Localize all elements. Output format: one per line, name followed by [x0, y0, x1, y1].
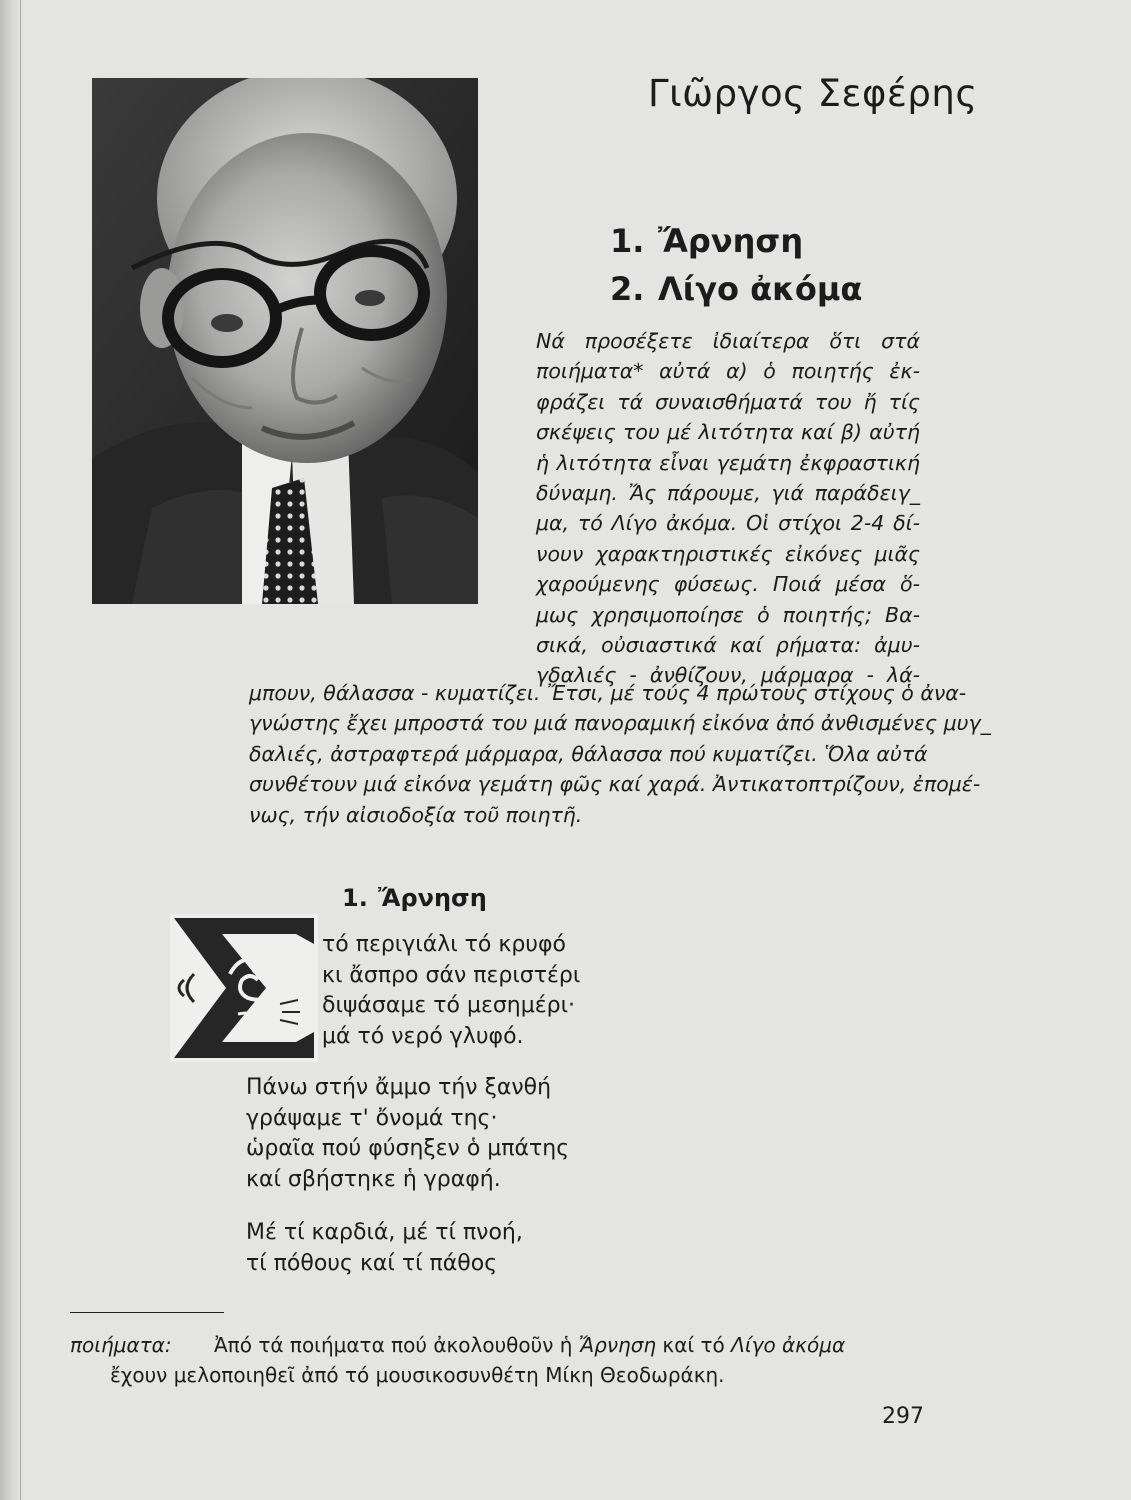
intro-line: μπουν, θάλασσα - κυματίζει. Ἔτσι, μέ τούς 4 πρώτους στίχους ὁ ἀνα-: [249, 681, 967, 705]
page-number: 297: [882, 1404, 924, 1429]
intro-line: Νά προσέξετε ἰδιαίτερα ὅτι στά: [536, 329, 920, 353]
poem-heading-number: 1.: [342, 884, 368, 912]
intro-line: σικά, οὐσιαστικά καί ρήματα: ἀμυ-: [536, 633, 920, 658]
poem-title-number: 1.: [610, 222, 645, 260]
verse-line: τί πόθους καί τί πάθος: [246, 1250, 498, 1276]
intro-line: συνθέτουν μιά εἰκόνα γεμάτη φῶς καί χαρά. Ἀντικατοπτρίζουν, ἐπομέ-: [249, 772, 981, 797]
poem-heading-title: Ἄρνηση: [378, 884, 487, 912]
verse-line: γράψαμε τ' ὄνομά της·: [246, 1105, 498, 1131]
intro-line: φράζει τά συναισθήματά του ἤ τίς: [536, 389, 920, 414]
page-binding-edge: [0, 0, 21, 1500]
ornamental-sigma-icon: [170, 914, 318, 1062]
poem-title-text: Ἄρνηση: [658, 222, 804, 260]
verse-line: μά τό νερό γλυφό.: [322, 1023, 524, 1049]
intro-line: δύναμη. Ἄς πάρουμε, γιά παράδειγ_: [536, 481, 920, 506]
poem-stanza-2: [246, 1073, 569, 1195]
intro-line: γδαλιές - ἀνθίζουν, μάρμαρα - λά-: [536, 663, 920, 688]
poem-heading: [342, 884, 487, 912]
author-portrait: [92, 78, 478, 604]
poem-title-2: [610, 270, 862, 308]
intro-line: ἡ λιτότητα εἶναι γεμάτη ἐκφραστική: [536, 450, 920, 475]
intro-line: δαλιές, ἀστραφτερά μάρμαρα, θάλασσα πού κυματίζει. Ὅλα αὐτά: [249, 741, 928, 766]
intro-line: γνώστης ἔχει μπροστά του μιά πανοραμική εἰκόνα ἀπό ἀνθισμένες μυγ_: [249, 711, 991, 736]
intro-line: νουν χαρακτηριστικές εἰκόνες μιᾶς: [536, 541, 920, 566]
verse-line: τό περιγιάλι τό κρυφό: [322, 932, 566, 957]
intro-paragraph-wide: [249, 678, 991, 830]
intro-line: μα, τό Λίγο ἀκόμα. Οἱ στίχοι 2-4 δί-: [536, 511, 920, 536]
intro-line: νως, τήν αἰσιοδοξία τοῦ ποιητῆ.: [249, 802, 583, 827]
intro-line: χαρούμενης φύσεως. Ποιά μέσα ὅ-: [536, 572, 920, 597]
poem-stanza-3: [246, 1218, 523, 1279]
portrait-photo-icon: [92, 78, 478, 604]
footnote-term: ποιήματα:: [70, 1333, 172, 1357]
footnote-line-1: [70, 1330, 938, 1360]
poem-stanza-1: [322, 930, 580, 1052]
intro-line: ποιήματα* αὐτά α) ὁ ποιητής ἐκ-: [536, 359, 920, 384]
verse-line: Πάνω στήν ἄμμο τήν ξανθή: [246, 1075, 552, 1100]
footnote-title-a: Ἄρνηση: [578, 1333, 657, 1357]
footnote: [70, 1330, 938, 1390]
verse-line: διψάσαμε τό μεσημέρι·: [322, 993, 576, 1019]
intro-line: σκέψεις του μέ λιτότητα καί β) αὐτή: [536, 420, 920, 445]
intro-paragraph-narrow: [536, 326, 920, 691]
poem-title-number: 2.: [610, 270, 645, 308]
footnote-line-2: ἔχουν μελοποιηθεῖ ἀπό τό μουσικοσυνθέτη Μίκη Θεοδωράκη.: [110, 1363, 725, 1387]
verse-line: Μέ τί καρδιά, μέ τί πνοή,: [246, 1220, 523, 1245]
verse-line: καί σβήστηκε ἡ γραφή.: [246, 1166, 501, 1192]
poem-title-text: Λίγο ἀκόμα: [658, 270, 863, 308]
verse-line: ὡραῖα πού φύσηξεν ὁ μπάτης: [246, 1136, 570, 1162]
poem-title-1: [610, 222, 803, 260]
footnote-title-b: Λίγο ἀκόμα: [731, 1333, 846, 1357]
author-name: Γιῶργος Σεφέρης: [648, 72, 978, 115]
footnote-text-a: Ἀπό τά ποιήματα πού ἀκολουθοῦν ἡ: [214, 1333, 579, 1357]
dropcap-sigma: [170, 914, 318, 1062]
verse-line: κι ἄσπρο σάν περιστέρι: [322, 962, 581, 988]
footnote-divider: [70, 1312, 224, 1313]
footnote-text-b: καί τό: [656, 1333, 732, 1357]
intro-line: μως χρησιμοποίησε ὁ ποιητής; Βα-: [536, 602, 920, 627]
